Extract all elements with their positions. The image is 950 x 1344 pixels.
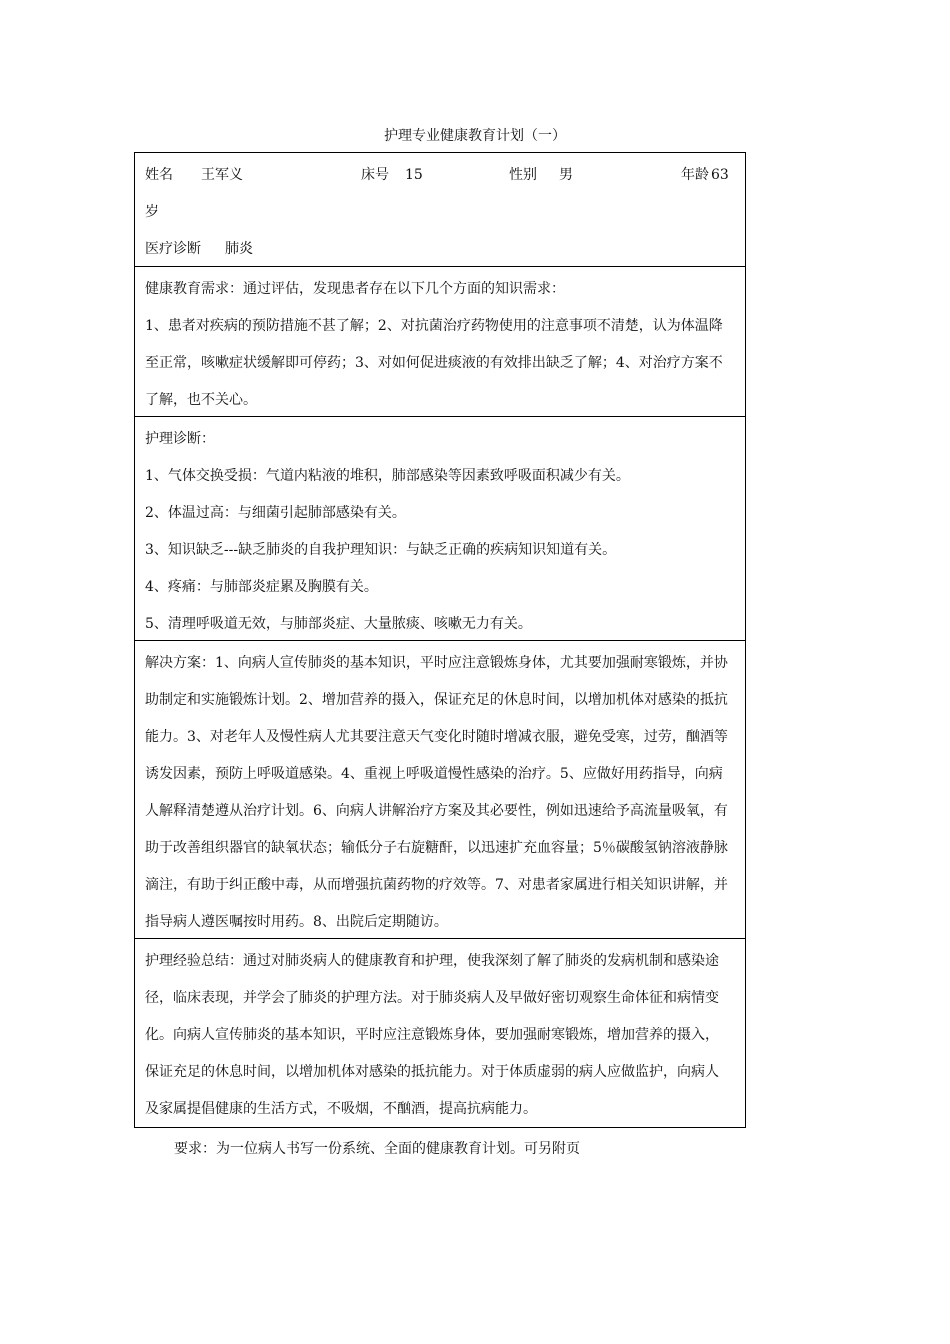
solution-line: 助制定和实施锻炼计划。2、增加营养的摄入，保证充足的休息时间，以增加机体对感染的抵抗 (145, 692, 728, 708)
solution-line: 滴注，有助于纠正酸中毒，从而增强抗菌药物的疗效等。7、对患者家属进行相关知识讲解，并 (145, 877, 728, 893)
age-label: 年龄 (681, 167, 709, 183)
solution-section (135, 641, 745, 939)
summary-line: 化。向病人宣传肺炎的基本知识，平时应注意锻炼身体，要加强耐寒锻炼，增加营养的摄入， (145, 1027, 719, 1043)
patient-age: 63 (711, 167, 729, 183)
nursing-diagnosis-section (135, 417, 745, 641)
nursing-diagnosis-item: 4、疼痛：与肺部炎症累及胸膜有关。 (145, 579, 378, 595)
requirement-note: 要求：为一位病人书写一份系统、全面的健康教育计划。可另附页 (174, 1141, 580, 1157)
bed-label: 床号 (361, 167, 389, 183)
name-label: 姓名 (145, 167, 173, 183)
nursing-diagnosis-item: 5、清理呼吸道无效，与肺部炎症、大量脓痰、咳嗽无力有关。 (145, 616, 532, 632)
summary-line: 保证充足的休息时间，以增加机体对感染的抵抗能力。对于体质虚弱的病人应做监护，向病人 (145, 1064, 719, 1080)
diagnosis-row (145, 231, 735, 268)
solution-line: 助于改善组织器官的缺氧状态；输低分子右旋糖酐，以迅速扩充血容量；5％碳酸氢钠溶液静脉 (145, 840, 728, 856)
solution-line: 能力。3、对老年人及慢性病人尤其要注意天气变化时随时增减衣服，避免受寒，过劳，酗酒等 (145, 729, 728, 745)
summary-line: 及家属提倡健康的生活方式，不吸烟，不酗酒，提高抗病能力。 (145, 1101, 537, 1117)
nursing-diagnosis-heading: 护理诊断： (145, 431, 215, 447)
bed-number: 15 (405, 167, 423, 183)
needs-line: 至正常，咳嗽症状缓解即可停药；3、对如何促进痰液的有效排出缺乏了解；4、对治疗方案不 (145, 355, 723, 371)
solution-line: 解决方案：1、向病人宣传肺炎的基本知识，平时应注意锻炼身体，尤其要加强耐寒锻炼，并协 (145, 655, 728, 671)
patient-name: 王军义 (201, 167, 243, 183)
solution-line: 人解释清楚遵从治疗计划。6、向病人讲解治疗方案及其必要性，例如迅速给予高流量吸氧，有 (145, 803, 728, 819)
summary-line: 护理经验总结：通过对肺炎病人的健康教育和护理，使我深刻了解了肺炎的发病机制和感染途 (145, 953, 719, 969)
needs-line: 了解，也不关心。 (145, 392, 257, 408)
solution-line: 指导病人遵医嘱按时用药。8、出院后定期随访。 (145, 914, 448, 930)
medical-diagnosis: 肺炎 (225, 241, 253, 257)
plan-table (134, 152, 746, 1128)
solution-line: 诱发因素，预防上呼吸道感染。4、重视上呼吸道慢性感染的治疗。5、应做好用药指导，向病 (145, 766, 723, 782)
patient-sex: 男 (559, 167, 573, 183)
needs-heading: 健康教育需求：通过评估，发现患者存在以下几个方面的知识需求： (145, 281, 565, 297)
document-title: 护理专业健康教育计划（一） (384, 128, 566, 144)
patient-info-row (145, 157, 735, 194)
patient-info-section (135, 153, 745, 267)
education-needs-section (135, 267, 745, 417)
experience-summary-section (135, 939, 745, 1127)
needs-line: 1、患者对疾病的预防措施不甚了解；2、对抗菌治疗药物使用的注意事项不清楚，认为体温降 (145, 318, 723, 334)
nursing-diagnosis-item: 1、气体交换受损：气道内粘液的堆积，肺部感染等因素致呼吸面积减少有关。 (145, 468, 630, 484)
age-unit: 岁 (145, 204, 159, 220)
sex-label: 性别 (509, 167, 537, 183)
nursing-diagnosis-item: 3、知识缺乏---缺乏肺炎的自我护理知识：与缺乏正确的疾病知识知道有关。 (145, 542, 617, 558)
nursing-diagnosis-item: 2、体温过高：与细菌引起肺部感染有关。 (145, 505, 406, 521)
summary-line: 径，临床表现，并学会了肺炎的护理方法。对于肺炎病人及早做好密切观察生命体征和病情变 (145, 990, 719, 1006)
diagnosis-label: 医疗诊断 (145, 241, 201, 257)
